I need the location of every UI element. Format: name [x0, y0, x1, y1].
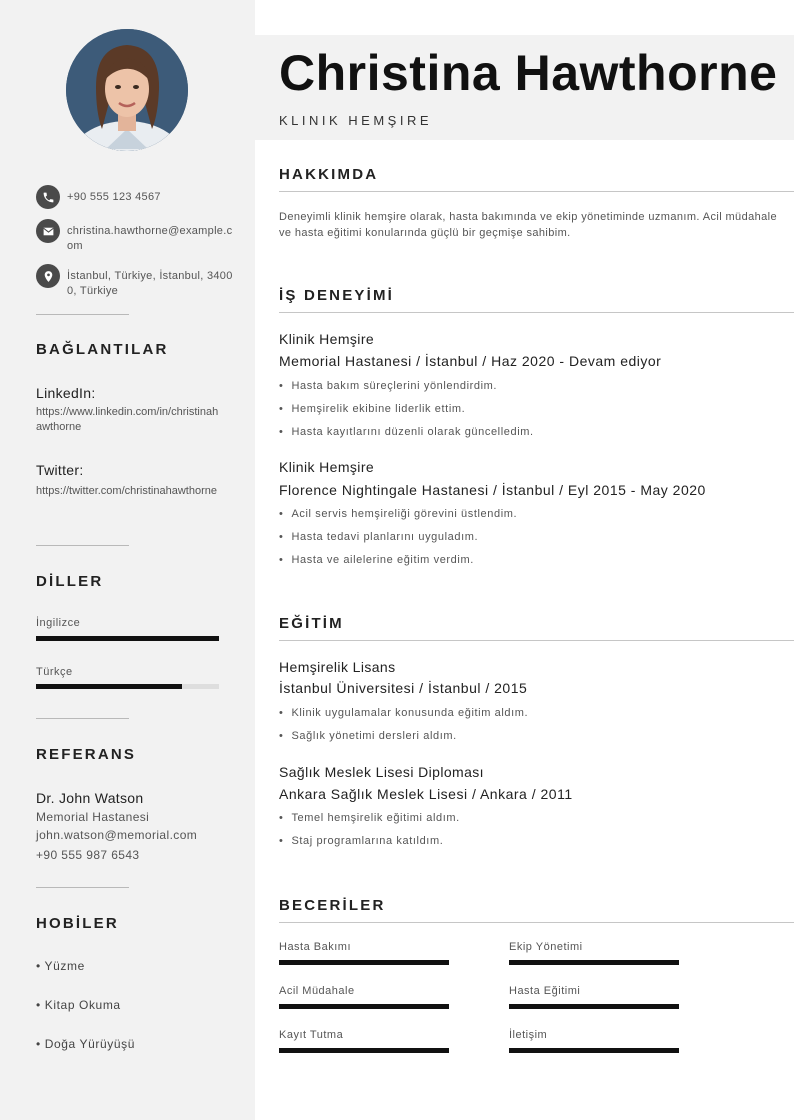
job-bullet: • Acil servis hemşireliği görevini üstlendim.	[279, 508, 517, 520]
section-divider	[279, 640, 794, 641]
email-text[interactable]: christina.hawthorne@example.com	[67, 225, 233, 252]
language-label: Türkçe	[36, 666, 73, 678]
skills-title: BECERİLER	[279, 897, 386, 914]
skill-bar	[509, 960, 679, 965]
job-subtitle: Florence Nightingale Hastanesi / İstanbul / Eyl 2015 - May 2020	[279, 482, 706, 498]
candidate-name: Christina Hawthorne	[279, 45, 778, 101]
job-bullet: • Hasta bakım süreçlerini yönlendirdim.	[279, 380, 497, 392]
skill-bar-fill	[509, 1048, 679, 1053]
education-subtitle: Ankara Sağlık Meslek Lisesi / Ankara / 2011	[279, 786, 573, 802]
language-bar	[36, 636, 219, 641]
section-divider	[279, 922, 794, 923]
about-title: HAKKIMDA	[279, 166, 379, 183]
linkedin-label: LinkedIn:	[36, 385, 96, 401]
skill-bar-fill	[279, 960, 449, 965]
skill-bar	[509, 1004, 679, 1009]
linkedin-link[interactable]: https://www.linkedin.com/in/christinahawthorne	[36, 406, 219, 433]
education-bullet: • Temel hemşirelik eğitimi aldım.	[279, 812, 460, 824]
job-bullet: • Hemşirelik ekibine liderlik ettim.	[279, 403, 465, 415]
divider	[36, 545, 129, 546]
divider	[36, 314, 129, 315]
section-divider	[279, 312, 794, 313]
job-title: Klinik Hemşire	[279, 459, 375, 475]
phone-icon	[36, 185, 60, 209]
skill-label: Hasta Eğitimi	[509, 985, 581, 997]
education-subtitle: İstanbul Üniversitesi / İstanbul / 2015	[279, 680, 528, 696]
education-title: EĞİTİM	[279, 615, 344, 632]
twitter-label: Twitter:	[36, 462, 84, 478]
education-bullet: • Staj programlarına katıldım.	[279, 835, 443, 847]
reference-phone: +90 555 987 6543	[36, 848, 140, 862]
education-bullet: • Sağlık yönetimi dersleri aldım.	[279, 730, 457, 742]
job-bullet: • Hasta kayıtlarını düzenli olarak güncelledim.	[279, 426, 534, 438]
skill-bar	[279, 1048, 449, 1053]
contact-email	[36, 219, 236, 254]
job-bullet: • Hasta ve ailelerine eğitim verdim.	[279, 554, 474, 566]
location-pin-icon	[36, 264, 60, 288]
skill-bar-fill	[279, 1004, 449, 1009]
skill-label: İletişim	[509, 1029, 548, 1041]
language-bar-fill	[36, 684, 182, 689]
reference-org: Memorial Hastanesi	[36, 810, 150, 824]
education-bullet: • Klinik uygulamalar konusunda eğitim aldım.	[279, 707, 528, 719]
languages-title: DİLLER	[36, 573, 104, 590]
education-title-item: Sağlık Meslek Lisesi Diploması	[279, 764, 484, 780]
contact-address	[36, 264, 236, 299]
hobby-item: • Yüzme	[36, 959, 85, 973]
skill-bar	[279, 1004, 449, 1009]
hobbies-title: HOBİLER	[36, 915, 119, 932]
divider	[36, 718, 129, 719]
language-label: İngilizce	[36, 617, 81, 629]
skill-label: Hasta Bakımı	[279, 941, 352, 953]
links-title: BAĞLANTILAR	[36, 341, 169, 358]
education-title-item: Hemşirelik Lisans	[279, 659, 396, 675]
twitter-link[interactable]: https://twitter.com/christinahawthorne	[36, 485, 217, 497]
skill-bar-fill	[509, 960, 679, 965]
reference-name: Dr. John Watson	[36, 790, 144, 806]
candidate-role: KLINIK HEMŞIRE	[279, 113, 433, 128]
skill-bar-fill	[279, 1048, 449, 1053]
contact-phone	[36, 185, 236, 209]
experience-title: İŞ DENEYİMİ	[279, 287, 395, 304]
reference-title: REFERANS	[36, 746, 137, 763]
address-text: İstanbul, Türkiye, İstanbul, 34000, Türkiye	[67, 270, 233, 297]
reference-email[interactable]: john.watson@memorial.com	[36, 828, 198, 842]
about-text: Deneyimli klinik hemşire olarak, hasta bakımında ve ekip yönetiminde uzmanım. Acil müdahale ve hasta eğitimi konularında güçlü bir geçmişe sahibim.	[279, 211, 778, 239]
divider	[36, 887, 129, 888]
avatar	[66, 29, 188, 151]
skill-label: Kayıt Tutma	[279, 1029, 344, 1041]
email-icon	[36, 219, 60, 243]
language-bar-fill	[36, 636, 219, 641]
skill-bar	[509, 1048, 679, 1053]
hobby-item: • Doğa Yürüyüşü	[36, 1037, 136, 1051]
job-subtitle: Memorial Hastanesi / İstanbul / Haz 2020 - Devam ediyor	[279, 353, 662, 369]
skill-label: Acil Müdahale	[279, 985, 355, 997]
skill-bar-fill	[509, 1004, 679, 1009]
skill-bar	[279, 960, 449, 965]
phone-text: +90 555 123 4567	[67, 191, 161, 203]
job-title: Klinik Hemşire	[279, 331, 375, 347]
language-bar	[36, 684, 219, 689]
skill-label: Ekip Yönetimi	[509, 941, 583, 953]
job-bullet: • Hasta tedavi planlarını uyguladım.	[279, 531, 478, 543]
sidebar	[0, 0, 255, 1120]
contact-list	[36, 185, 236, 309]
hobby-item: • Kitap Okuma	[36, 998, 121, 1012]
section-divider	[279, 191, 794, 192]
